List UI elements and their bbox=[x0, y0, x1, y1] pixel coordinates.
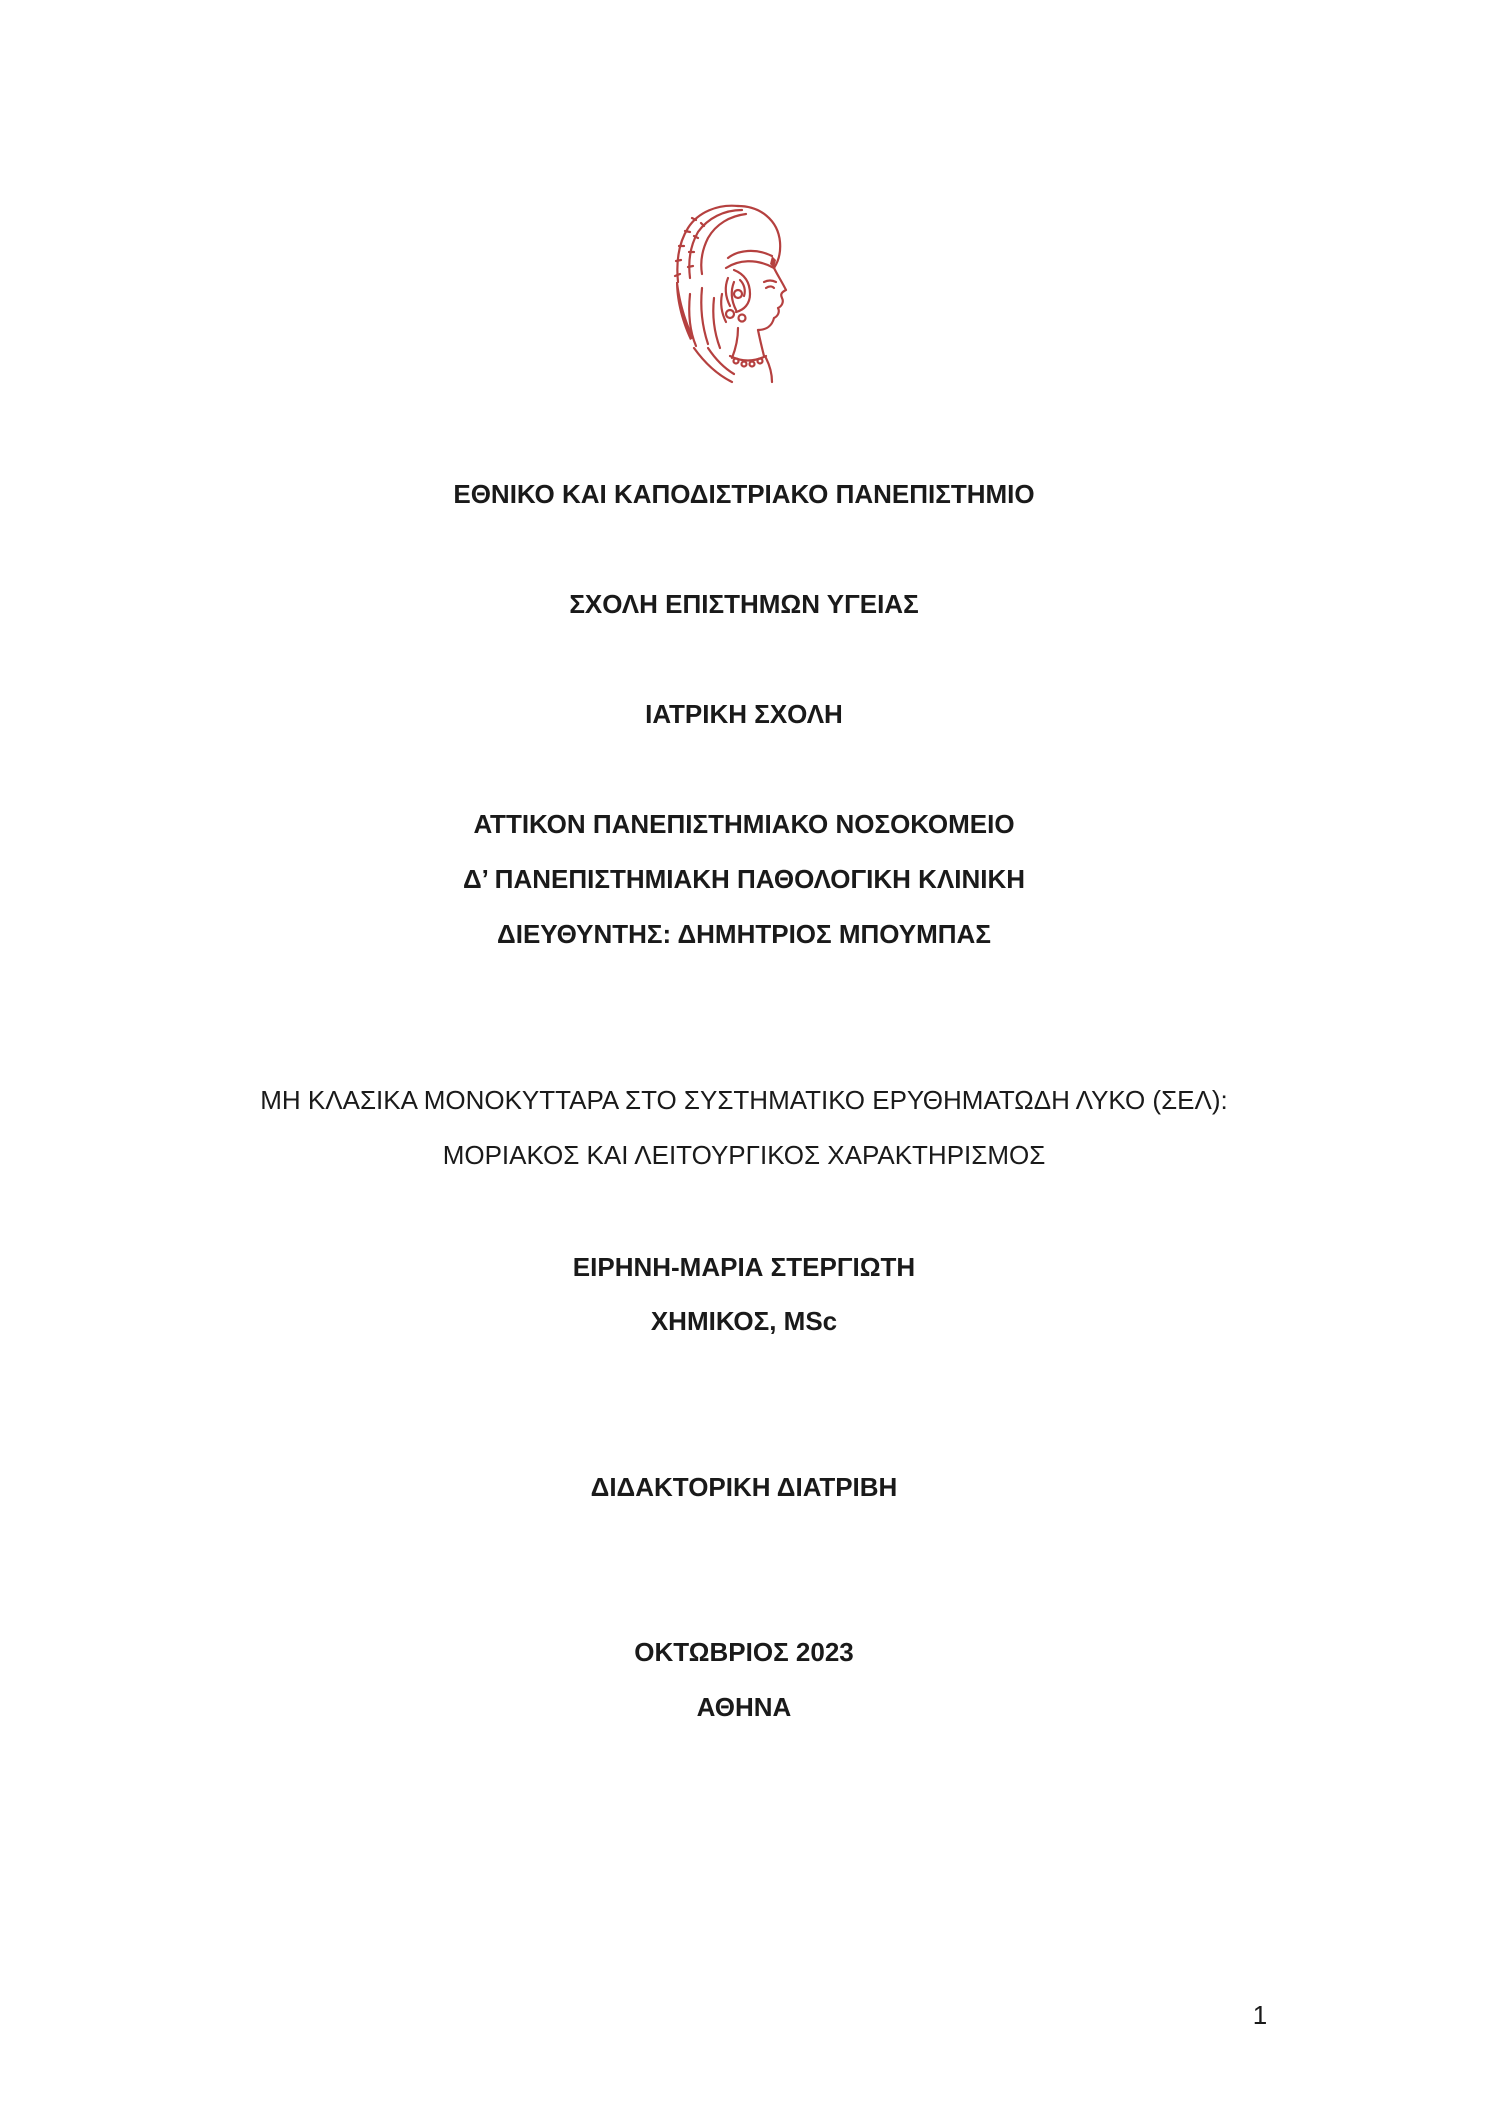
thesis-title-line-1: ΜΗ ΚΛΑΣΙΚΑ ΜΟΝΟΚΥΤΤΑΡΑ ΣΤΟ ΣΥΣΤΗΜΑΤΙΚΟ ΕΡΥΘΗΜΑΤΩΔΗ ΛΥΚΟ (ΣΕΛ): bbox=[260, 1085, 1228, 1115]
hospital-name: ΑΤΤΙΚΟΝ ΠΑΝΕΠΙΣΤΗΜΙΑΚΟ ΝΟΣΟΚΟΜΕΙΟ bbox=[473, 809, 1015, 839]
page-number: 1 bbox=[1252, 2000, 1268, 2030]
submission-place: ΑΘΗΝΑ bbox=[696, 1692, 792, 1722]
faculty-name: ΙΑΤΡΙΚΗ ΣΧΟΛΗ bbox=[645, 699, 843, 729]
document-type: ΔΙΔΑΚΤΟΡΙΚΗ ΔΙΑΤΡΙΒΗ bbox=[590, 1472, 898, 1502]
clinic-name: Δ’ ΠΑΝΕΠΙΣΤΗΜΙΑΚΗ ΠΑΘΟΛΟΓΙΚΗ ΚΛΙΝΙΚΗ bbox=[462, 864, 1026, 894]
school-name: ΣΧΟΛΗ ΕΠΙΣΤΗΜΩΝ ΥΓΕΙΑΣ bbox=[569, 589, 919, 619]
author-name: ΕΙΡΗΝΗ-ΜΑΡΙΑ ΣΤΕΡΓΙΩΤΗ bbox=[572, 1252, 916, 1282]
thesis-title-line-2: ΜΟΡΙΑΚΟΣ ΚΑΙ ΛΕΙΤΟΥΡΓΙΚΟΣ ΧΑΡΑΚΤΗΡΙΣΜΟΣ bbox=[442, 1140, 1046, 1170]
director-name: ΔΙΕΥΘΥΝΤΗΣ: ΔΗΜΗΤΡΙΟΣ ΜΠΟΥΜΠΑΣ bbox=[497, 919, 991, 949]
athena-head-logo-icon bbox=[668, 198, 798, 390]
submission-date: ΟΚΤΩΒΡΙΟΣ 2023 bbox=[634, 1637, 854, 1667]
university-name: ΕΘΝΙΚΟ ΚΑΙ ΚΑΠΟΔΙΣΤΡΙΑΚΟ ΠΑΝΕΠΙΣΤΗΜΙΟ bbox=[453, 479, 1035, 509]
author-credentials: ΧΗΜΙΚΟΣ, MSc bbox=[650, 1306, 838, 1336]
